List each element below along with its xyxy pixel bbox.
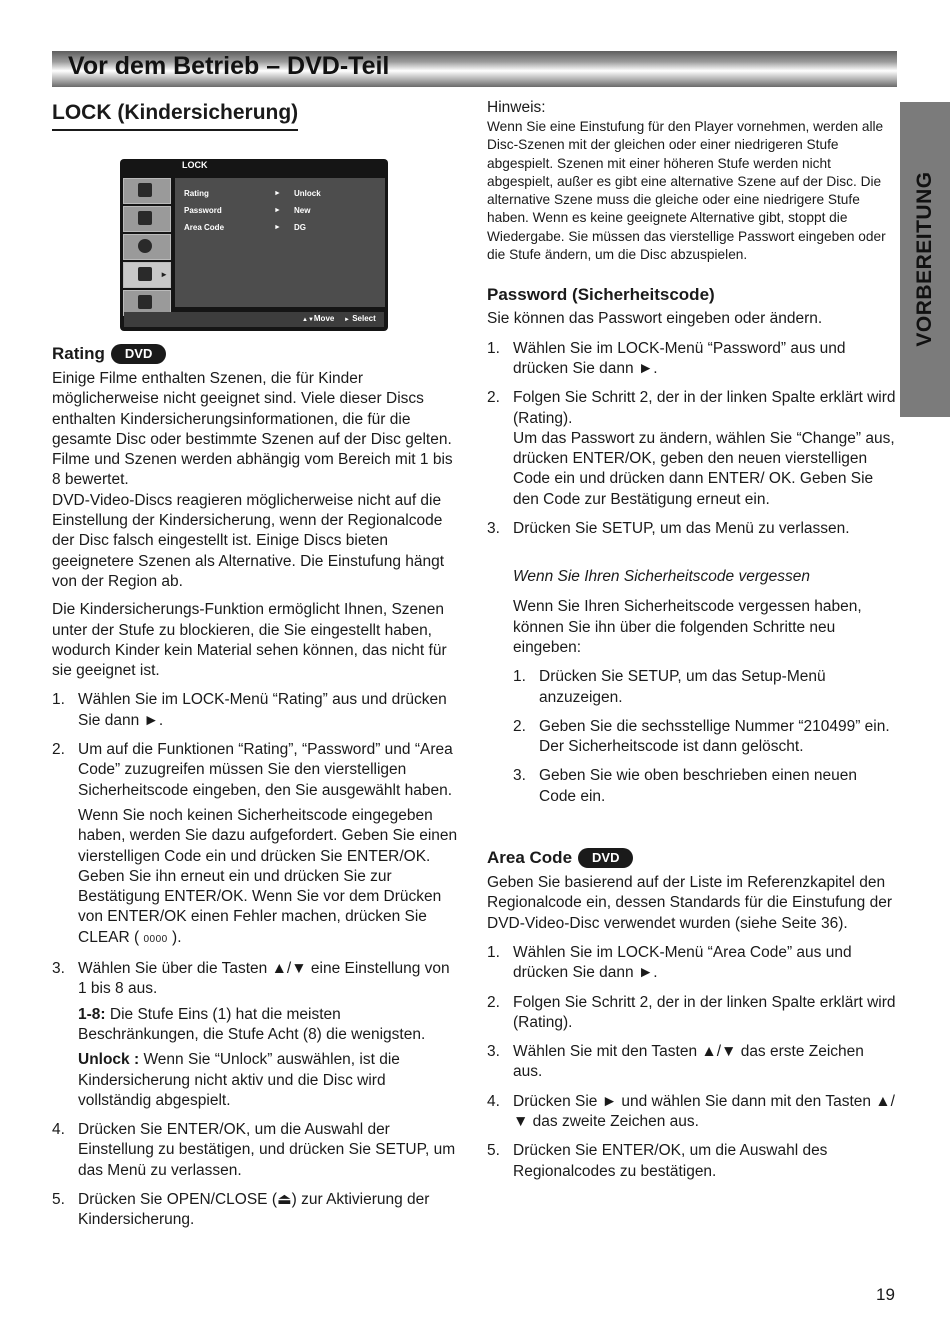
list-item: 4. Drücken Sie ► und wählen Sie dann mit den Tasten ▲/▼ das zweite Zeichen aus. (487, 1092, 895, 1130)
rating-paragraph: Einige Filme enthalten Szenen, die für Kinder möglicherweise nicht geeignet sind. Viele dieser Discs enthalten Kindersicherungsinformationen, die für die gesamte Disc oder bestimmte Szenen auf der Disc gelten. Filme und Szenen werden abhängig vom Bereich mit 1 bis 8 bewertet. (52, 370, 453, 489)
menu-row-label: Rating (184, 189, 209, 198)
dvd-badge: DVD (111, 344, 166, 364)
move-hint: ▲▼Move (302, 314, 335, 323)
menu-row-label: Area Code (184, 223, 225, 232)
list-item: 3. Drücken Sie SETUP, um das Menü zu verlassen. (487, 520, 850, 538)
menu-icon-column (123, 178, 173, 318)
list-item: 5. Drücken Sie OPEN/CLOSE (⏏) zur Aktivierung der Kindersicherung. (52, 1190, 430, 1229)
list-item: 5. Drücken Sie ENTER/OK, um die Auswahl des Regionalcodes zu bestätigen. (487, 1142, 828, 1180)
menu-row-area-code (184, 219, 379, 236)
page-header-title: Vor dem Betrieb – DVD-Teil (68, 52, 390, 80)
section-title: LOCK (Kindersicherung) (52, 98, 298, 131)
hint-title: Hinweis: (487, 99, 546, 116)
arrow-right-icon: ► (274, 190, 281, 197)
display-icon (123, 206, 171, 232)
forgot-code-section (487, 567, 897, 807)
menu-rows (184, 185, 379, 236)
area-code-steps (487, 943, 897, 1182)
language-icon (123, 178, 171, 204)
page-header-banner (52, 51, 897, 87)
rating-paragraph: DVD-Video-Discs reagieren möglicherweise nicht auf die Einstellung der Kindersicherung, wenn der Regionalcode der Disc falsch eingestellt ist. Einige Discs bieten geeignetere Szenen als Alternative. Die Einstufung hängt von der Region ab. (52, 491, 445, 590)
password-steps (487, 339, 897, 540)
list-item: 1. Wählen Sie im LOCK-Menü “Rating” aus und drücken Sie dann ►. (52, 691, 447, 729)
up-down-icon: ▲▼ (302, 317, 314, 323)
menu-row-value: Unlock (294, 189, 321, 198)
menu-row-password (184, 202, 379, 219)
hint-text: Wenn Sie eine Einstufung für den Player vornehmen, werden alle Disc-Szenen mit der gleichen oder einer niedrigeren Stufe abgespielt. Szenen mit einer höheren Stufe werden nicht abgespielt, außer es gibt eine alternative Szene auf der Disc. Die alternative Szene muss die gleiche oder eine niedrigere Stufe haben. Wenn es keine geeignete Alternative gibt, stoppt die Wiedergabe. Sie müssen das vierstellige Passwort eingeben oder die Stufe ändern, um die Disc abzuspielen. (487, 119, 886, 263)
list-item: 2. Folgen Sie Schritt 2, der in der linken Spalte erklärt wird (Rating). Um das Passwort zu ändern, wählen Sie “Change” aus, drücken ENTER/OK, geben den neuen vierstelligen Code ein und drücken dann ENTER/ OK. Geben Sie den Code zur Bestätigung erneut ein. (487, 389, 896, 508)
right-column (487, 98, 897, 1182)
arrow-right-icon: ► (160, 270, 168, 279)
select-hint: ► Select (344, 314, 376, 323)
audio-icon (123, 234, 171, 260)
arrow-right-icon: ► (274, 207, 281, 214)
side-tab (900, 102, 950, 417)
forgot-code-steps (513, 667, 897, 807)
arrow-right-icon: ► (274, 224, 281, 231)
password-heading: Password (Sicherheitscode) (487, 285, 715, 305)
list-item: 3. Wählen Sie mit den Tasten ▲/▼ das erste Zeichen aus. (487, 1043, 864, 1081)
menu-status-bar (124, 312, 384, 327)
list-item: 2. Um auf die Funktionen “Rating”, “Password” und “Area Code” zuzugreifen müssen Sie den vierstelligen Sicherheitscode eingeben, den Sie ausgewählt haben. Wenn Sie noch keinen Sicherheitscode eingegeben haben, werden Sie dazu aufgefordert. Geben Sie einen vierstelligen Code ein und drücken Sie ENTER/OK. Geben Sie ihn erneut ein und drücken Sie zur Bestätigung ENTER/OK. Wenn Sie vor dem Drücken von ENTER/OK einen Fehler machen, drücken Sie CLEAR ( 0000 ). (52, 741, 458, 946)
left-column (52, 98, 462, 1231)
menu-row-value: DG (294, 223, 306, 232)
list-item: 1. Drücken Sie SETUP, um das Setup-Menü anzuzeigen. (513, 668, 826, 706)
lock-icon (123, 262, 171, 288)
menu-row-rating (184, 185, 379, 202)
area-code-heading: Area Code DVD (487, 847, 897, 869)
menu-row-value: New (294, 206, 311, 215)
dvd-badge: DVD (578, 848, 633, 868)
lock-menu-screenshot (120, 159, 388, 331)
rating-steps (52, 690, 462, 1230)
list-item: 4. Drücken Sie ENTER/OK, um die Auswahl der Einstellung zu bestätigen, und drücken Sie SETUP, um das Menü zu verlassen. (52, 1121, 456, 1179)
side-tab-label: VORBEREITUNG (913, 171, 936, 347)
page-number: 19 (876, 1285, 895, 1304)
list-item: 2. Geben Sie die sechsstellige Nummer “210499” ein. Der Sicherheitscode ist dann gelöscht. (513, 717, 890, 756)
arrow-right-icon: ► (344, 317, 350, 323)
rating-heading: Rating DVD (52, 343, 462, 365)
rating-paragraph: Die Kindersicherungs-Funktion ermöglicht Ihnen, Szenen unter der Stufe zu blockieren, die Sie eingestellt haben, wodurch Kinder kein Material sehen können, das nicht für sie geeignet ist. (52, 601, 447, 680)
list-item: 2. Folgen Sie Schritt 2, der in der linken Spalte erklärt wird (Rating). (487, 993, 896, 1031)
list-item: 3. Geben Sie wie oben beschrieben einen neuen Code ein. (513, 767, 857, 805)
password-intro: Sie können das Passwort eingeben oder ändern. (487, 310, 823, 328)
clear-button-icon: 0000 (143, 933, 168, 945)
list-item: 1. Wählen Sie im LOCK-Menü “Password” aus und drücken Sie dann ►. (487, 339, 846, 377)
area-code-intro: Geben Sie basierend auf der Liste im Referenzkapitel den Regionalcode ein, dessen Standards für die Einstufung der DVD-Video-Disc verwendet wurden (siehe Seite 36). (487, 874, 892, 932)
forgot-code-intro: Wenn Sie Ihren Sicherheitscode vergessen haben, können Sie ihn über die folgenden Schritte neu eingeben: (513, 598, 862, 656)
forgot-code-title: Wenn Sie Ihren Sicherheitscode vergessen (513, 568, 810, 586)
menu-row-label: Password (184, 206, 222, 215)
menu-title: LOCK (182, 160, 208, 170)
list-item: 1. Wählen Sie im LOCK-Menü “Area Code” aus und drücken Sie dann ►. (487, 943, 852, 982)
list-item: 3. Wählen Sie über die Tasten ▲/▼ eine Einstellung von 1 bis 8 aus. 1-8: Die Stufe Eins (1) hat die meisten Beschränkungen, die Stufe Acht (8) die wenigsten. Unlock : Wenn Sie “Unlock” auswählen, ist die Kindersicherung nicht aktiv und die Disc wird vollständig abgespielt. (52, 960, 450, 1109)
